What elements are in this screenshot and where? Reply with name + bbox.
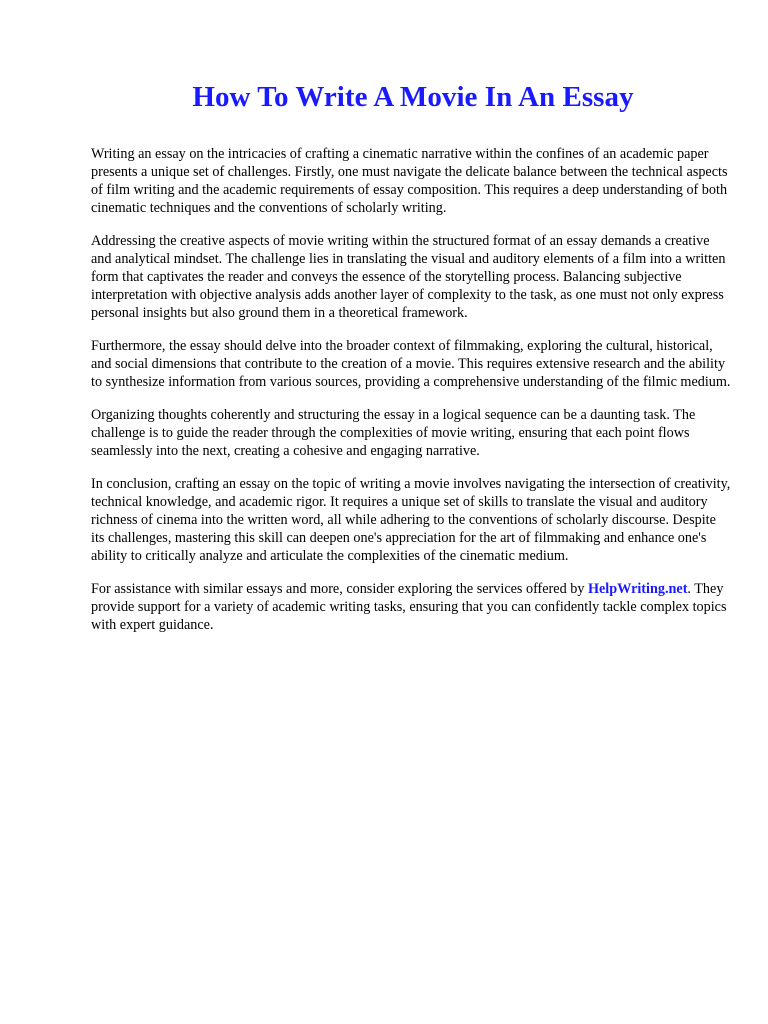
paragraph-4: Organizing thoughts coherently and structuring the essay in a logical sequence can be a daunting task. The challenge is to guide the reader through the complexities of movie writing, ensuring that each point flows seamlessly into the next, creating a cohesive and engaging narrative. bbox=[91, 406, 696, 460]
paragraph-3: Furthermore, the essay should delve into the broader context of filmmaking, exploring the cultural, historical, and social dimensions that contribute to the creation of a movie. This requires extensive research and the ability to synthesize information from various sources, providing a comprehensive understanding of the filmic medium. bbox=[91, 338, 731, 391]
paragraph-1: Writing an essay on the intricacies of crafting a cinematic narrative within the confines of an academic paper presents a unique set of challenges. Firstly, one must navigate the delicate balance between the technical aspects of film writing and the academic requirements of essay composition. This requires a deep understanding of both cinematic techniques and the conventions of scholarly writing. bbox=[91, 146, 728, 217]
paragraph-2: Addressing the creative aspects of movie writing within the structured format of an essay demands a creative and analytical mindset. The challenge lies in translating the visual and auditory elements of a film into a written form that captivates the reader and conveys the essence of the storytelling process. Balancing subjective interpretation with objective analysis adds another layer of complexity to the task, as one must not only express personal insights but also ground them in a theoretical framework. bbox=[91, 232, 726, 322]
closing-text-before-link: For assistance with similar essays and more, consider exploring the services offered by bbox=[91, 580, 585, 597]
essay-body bbox=[91, 145, 731, 649]
closing-paragraph bbox=[91, 580, 731, 634]
closing-text-after-link: . They provide support for a variety of academic writing tasks, ensuring that you can confidently tackle complex topics with expert guidance. bbox=[91, 580, 727, 634]
page-title: How To Write A Movie In An Essay bbox=[192, 81, 634, 113]
paragraph-5: In conclusion, crafting an essay on the topic of writing a movie involves navigating the intersection of creativity, technical knowledge, and academic rigor. It requires a unique set of skills to translate the visual and auditory richness of cinema into the written word, all while adhering to the conventions of scholarly discourse. Despite its challenges, mastering this skill can deepen one's appreciation for the art of filmmaking and enhance one's ability to critically analyze and articulate the complexities of the cinematic medium. bbox=[91, 475, 731, 565]
helpwriting-link[interactable]: HelpWriting.net bbox=[587, 580, 688, 597]
